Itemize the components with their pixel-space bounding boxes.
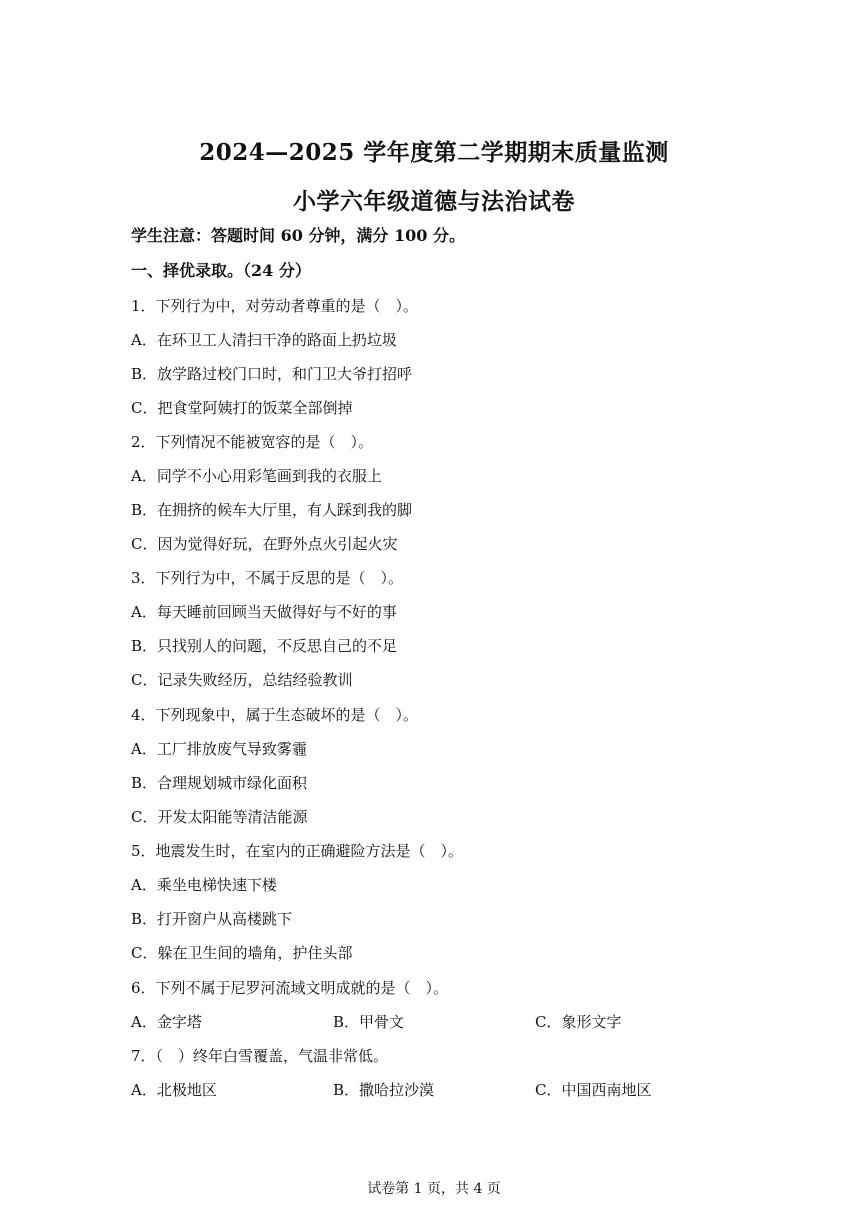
- answer-option: A．每天睡前回顾当天做得好与不好的事: [131, 603, 397, 621]
- answer-option: C．开发太阳能等清洁能源: [131, 808, 308, 826]
- answer-option: A．同学不小心用彩笔画到我的衣服上: [131, 467, 382, 485]
- answer-option: B．合理规划城市绿化面积: [131, 774, 308, 792]
- section-heading: 一、择优录取。（24 分）: [131, 261, 311, 280]
- answer-option: B．只找别人的问题，不反思自己的不足: [131, 637, 398, 655]
- question-stem: 1．下列行为中，对劳动者尊重的是（ ）。: [131, 297, 419, 315]
- answer-option: B．在拥挤的候车大厅里，有人踩到我的脚: [131, 501, 413, 519]
- answer-option: B．打开窗户从高楼跳下: [131, 910, 293, 928]
- question-stem: 2．下列情况不能被宽容的是（ ）。: [131, 433, 374, 451]
- question-stem: 6．下列不属于尼罗河流域文明成就的是（ ）。: [131, 979, 449, 997]
- question-stem: 5．地震发生时，在室内的正确避险方法是（ ）。: [131, 842, 464, 860]
- question-stem: 3．下列行为中，不属于反思的是（ ）。: [131, 569, 404, 587]
- answer-option: C．把食堂阿姨打的饭菜全部倒掉: [131, 399, 353, 417]
- answer-option: A．乘坐电梯快速下楼: [131, 876, 277, 894]
- page-footer: 试卷第 1 页，共 4 页: [367, 1181, 501, 1197]
- answer-option: C．中国西南地区: [535, 1081, 652, 1099]
- exam-title: 2024—2025 学年度第二学期期末质量监测: [199, 139, 669, 166]
- student-notice: 学生注意：答题时间 60 分钟，满分 100 分。: [131, 226, 465, 245]
- answer-option: A．北极地区: [131, 1081, 217, 1099]
- question-stem: 7．（ ）终年白雪覆盖，气温非常低。: [131, 1047, 389, 1065]
- answer-option: B．撒哈拉沙漠: [333, 1081, 435, 1099]
- answer-option: C．因为觉得好玩，在野外点火引起火灾: [131, 535, 398, 553]
- question-stem: 4．下列现象中，属于生态破坏的是（ ）。: [131, 706, 419, 724]
- answer-option: C．记录失败经历，总结经验教训: [131, 671, 353, 689]
- answer-option: A．工厂排放废气导致雾霾: [131, 740, 307, 758]
- answer-option: A．金字塔: [131, 1013, 202, 1031]
- answer-option: C．象形文字: [535, 1013, 622, 1031]
- answer-option: C．躲在卫生间的墙角，护住头部: [131, 944, 353, 962]
- exam-subtitle: 小学六年级道德与法治试卷: [293, 188, 575, 215]
- answer-option: A．在环卫工人清扫干净的路面上扔垃圾: [131, 331, 397, 349]
- answer-option: B．放学路过校门口时，和门卫大爷打招呼: [131, 365, 413, 383]
- answer-option: B．甲骨文: [333, 1013, 405, 1031]
